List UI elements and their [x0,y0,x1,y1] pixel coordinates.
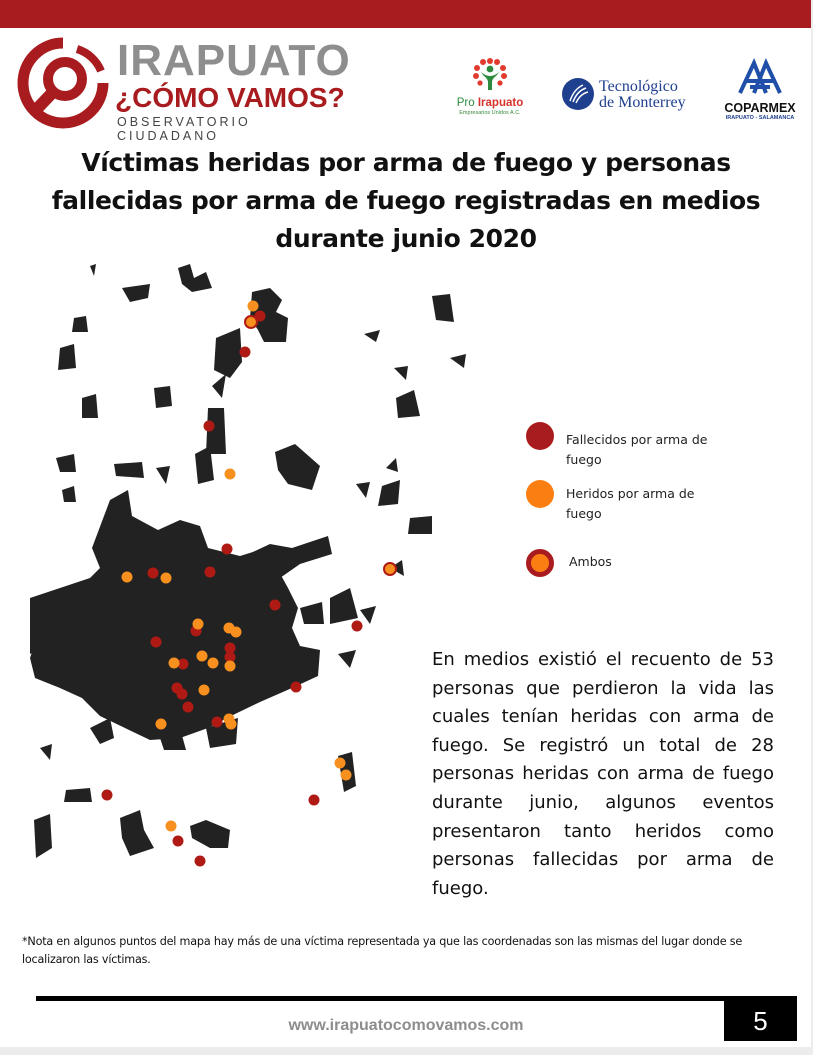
herido-marker [166,821,177,832]
pro-irapuato-name: Irapuato [477,97,524,109]
tec-line1: Tecnológico [599,78,678,95]
coparmex-triangles-icon [736,57,784,97]
summary-paragraph: En medios existió el recuento de 53 personas que perdieron la vida las cuales tenían heridas con arma de fuego. Se registró un total de 28 personas heridas con arma de fuego durante junio, algunos eventos presentaron tanto heridos como personas fallecidas por arma de fuego. [432,649,774,899]
herido-marker [169,658,180,669]
footnote: *Nota en algunos puntos del mapa hay más de una víctima representada ya que las coordenadas son las mismas del lugar donde se localizaron las víctimas. [22,935,743,966]
page-title: Víctimas heridas por arma de fuego y personas fallecidas por arma de fuego registradas en medios durante junio 2020 [51,148,761,253]
pro-irapuato-tagline: Empresarios Unidos A.C. [459,110,521,116]
logo-subtitle: ¿CÓMO VAMOS? [115,82,345,113]
fallecido-marker [222,544,233,555]
logo-title: IRAPUATO [117,36,351,85]
pro-irapuato-prefix: Pro [456,97,475,109]
herido-marker [248,301,259,312]
footer-rule [36,996,796,1001]
pro-irapuato-tree-icon [470,58,510,92]
fallecido-marker [151,637,162,648]
legend-label-ambos: Ambos [569,554,612,569]
herido-marker [156,719,167,730]
tec-seal-icon [561,77,595,111]
herido-marker [341,770,352,781]
herido-marker [122,572,133,583]
top-brand-bar [0,0,811,28]
fallecido-marker [204,421,215,432]
coparmex-tagline: IRAPUATO - SALAMANCA [725,115,795,121]
herido-marker [335,758,346,769]
fallecido-marker [148,568,159,579]
legend-label-heridos: Heridos por arma de fuego [566,486,695,521]
fallecido-marker [291,682,302,693]
pro-irapuato-logo [452,58,528,116]
herido-marker [197,651,208,662]
fallecido-marker [102,790,113,801]
tec-line2: de Monterrey [599,94,686,111]
fallecido-marker [183,702,194,713]
fallecido-marker [240,347,251,358]
ambos-dot-icon [526,549,554,577]
logo-tagline: OBSERVATORIO CIUDADANO [117,115,251,143]
herido-marker [231,627,242,638]
herido-marker [225,469,236,480]
herido-marker [199,685,210,696]
page-number: 5 [724,996,797,1041]
fallecido-marker [173,836,184,847]
fallecido-marker [205,567,216,578]
fallecido-marker [309,795,320,806]
legend-label-fallecidos: Fallecidos por arma de fuego [566,432,708,467]
fallecido-marker [195,856,206,867]
fallecido-marker [177,689,188,700]
irapuato-map [30,258,500,918]
fallecido-marker [270,600,281,611]
herido-marker [193,619,204,630]
irapuato-como-vamos-logo [17,36,351,143]
ambos-marker [245,316,257,328]
herido-marker [208,658,219,669]
fallecido-marker [352,621,363,632]
herido-marker [161,573,172,584]
ambos-marker [384,563,396,575]
tec-de-monterrey-logo [561,77,701,113]
herido-marker [225,661,236,672]
fallecidos-dot-icon [526,422,554,450]
fallecido-marker [212,717,223,728]
herido-marker [226,719,237,730]
heridos-dot-icon [526,480,554,508]
magnifier-logo-icon [17,37,109,129]
website-link[interactable]: www.irapuatocomovamos.com [288,1017,524,1034]
coparmex-name: COPARMEX [724,101,796,115]
coparmex-logo [722,57,798,121]
